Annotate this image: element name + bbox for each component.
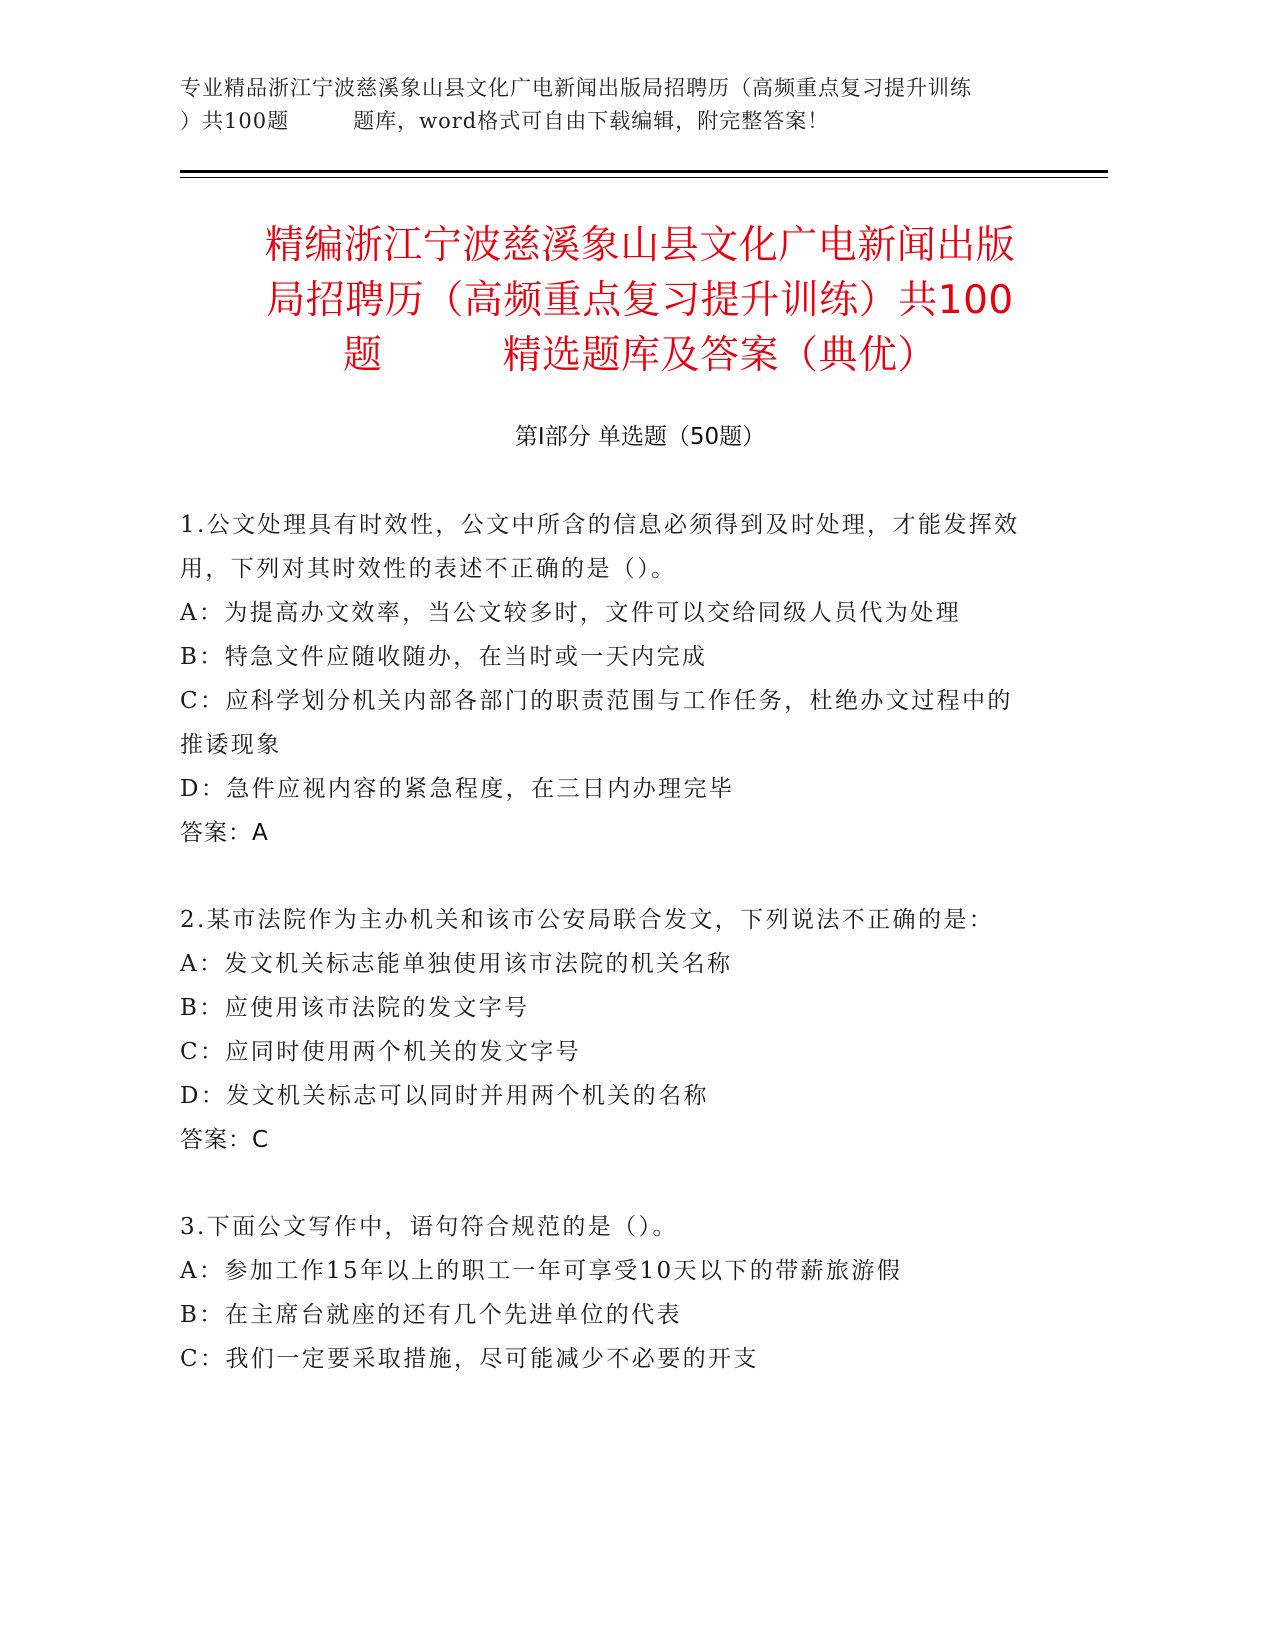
option-a: A：发文机关标志能单独使用该市法院的机关名称 xyxy=(180,951,733,977)
option-b: B：特急文件应随收随办，在当时或一天内完成 xyxy=(180,644,708,670)
title-line-3 xyxy=(180,328,1100,383)
option-d: D：发文机关标志可以同时并用两个机关的名称 xyxy=(180,1083,709,1109)
title-line-1: 精编浙江宁波慈溪象山县文化广电新闻出版 xyxy=(264,223,1016,268)
option-b: B：应使用该市法院的发文字号 xyxy=(180,995,530,1021)
option-c: C：我们一定要采取措施，尽可能减少不必要的开支 xyxy=(180,1346,759,1372)
header-line-1: 专业精品浙江宁波慈溪象山县文化广电新闻出版局招聘历（高频重点复习提升训练 xyxy=(180,76,972,100)
question-stem: 3.下面公文写作中，语句符合规范的是（）。 xyxy=(180,1214,678,1240)
answer: 答案：A xyxy=(180,820,269,846)
header-divider-thick xyxy=(180,170,1108,173)
title-line-2: 局招聘历（高频重点复习提升训练）共100 xyxy=(266,278,1014,323)
option-c: C：应科学划分机关内部各部门的职责范围与工作任务，杜绝办文过程中的推诿现象 xyxy=(180,688,1013,758)
question-stem: 2.某市法院作为主办机关和该市公安局联合发文，下列说法不正确的是： xyxy=(180,907,995,933)
question-2 xyxy=(180,898,1030,1162)
header-divider-thin xyxy=(180,177,1108,178)
header-line-2 xyxy=(180,105,1080,138)
header-line-2-part-1: ）共100题 xyxy=(180,109,290,133)
answer: 答案：C xyxy=(180,1127,270,1153)
option-c: C：应同时使用两个机关的发文字号 xyxy=(180,1039,581,1065)
section-heading: 第Ⅰ部分 单选题（50题） xyxy=(514,424,766,450)
document-title xyxy=(180,218,1100,383)
option-b: B：在主席台就座的还有几个先进单位的代表 xyxy=(180,1302,682,1328)
option-a: A：为提高办文效率，当公文较多时，文件可以交给同级人员代为处理 xyxy=(180,600,962,626)
question-1 xyxy=(180,503,1030,855)
question-3 xyxy=(180,1205,1030,1381)
question-list xyxy=(180,503,1030,1424)
question-stem: 1.公文处理具有时效性，公文中所含的信息必须得到及时处理，才能发挥效用，下列对其时效性的表述不正确的是（）。 xyxy=(180,512,1020,582)
title-line-3-part-1: 题 xyxy=(342,333,383,378)
option-a: A：参加工作15年以上的职工一年可享受10天以下的带薪旅游假 xyxy=(180,1258,903,1284)
option-d: D：急件应视内容的紧急程度，在三日内办理完毕 xyxy=(180,776,735,802)
page-header xyxy=(180,72,1080,138)
title-line-3-part-2: 精选题库及答案（典优） xyxy=(502,333,938,378)
header-line-2-part-2: 题库，word格式可自由下载编辑，附完整答案！ xyxy=(353,109,830,133)
